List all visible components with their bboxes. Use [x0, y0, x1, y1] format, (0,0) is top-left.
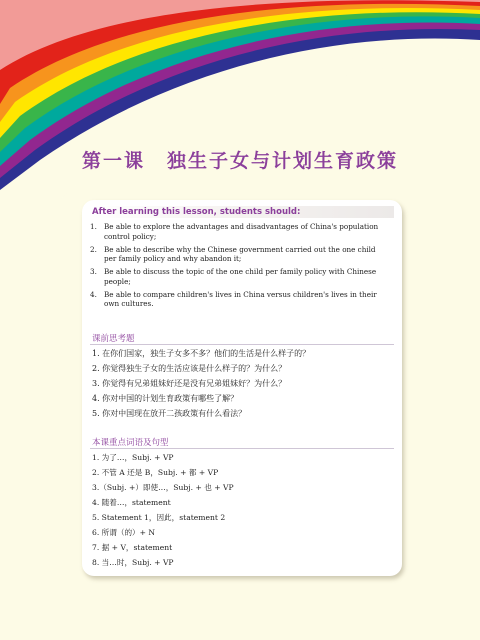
pattern-item: 6. 所谓（的）+ N — [92, 528, 156, 537]
goal-item: 1. Be able to explore the advantages and disadvantages of China's population control policy; — [90, 222, 379, 241]
pre-questions-list — [92, 346, 310, 421]
question-item: 5. 你对中国现在放开二孩政策有什么看法？ — [92, 409, 247, 418]
goal-item: 3. Be able to discuss the topic of the one child per family policy with Chinese people; — [90, 267, 377, 286]
question-item: 4. 你对中国的计划生育政策有哪些了解？ — [92, 394, 239, 403]
patterns-heading: 本课重点词语及句型 — [92, 438, 169, 448]
pattern-item: 2. 不管 A 还是 B，Subj. + 都 + VP — [92, 468, 219, 477]
goal-item: 2. Be able to describe why the Chinese government carried out the one child per family policy and why abandon it; — [90, 244, 376, 263]
goal-item: 4. Be able to compare children's lives in China versus children's lives in their own cultures. — [90, 289, 377, 308]
section-divider — [90, 448, 394, 449]
section-divider — [90, 344, 394, 345]
question-item: 1. 在你们国家，独生子女多不多？他们的生活是什么样子的？ — [92, 349, 311, 358]
pattern-item: 5. Statement 1，因此，statement 2 — [92, 513, 226, 522]
lesson-title — [0, 146, 480, 173]
patterns-list — [92, 450, 234, 570]
pattern-item: 4. 随着…，statement — [92, 498, 171, 507]
lesson-number: 第一课 — [81, 150, 145, 172]
pattern-item: 1. 为了…，Subj. + VP — [92, 453, 174, 462]
question-item: 2. 你觉得独生子女的生活应该是什么样子的？为什么？ — [92, 364, 287, 373]
pattern-item: 8. 当…时，Subj. + VP — [92, 558, 174, 567]
goals-list — [90, 222, 390, 312]
pattern-item: 7. 据 + V，statement — [92, 543, 173, 552]
goals-heading: After learning this lesson, students should: — [90, 206, 394, 218]
lesson-overview-box — [82, 200, 402, 576]
question-item: 3. 你觉得有兄弟姐妹好还是没有兄弟姐妹好？为什么？ — [92, 379, 287, 388]
lesson-topic: 独生子女与计划生育政策 — [167, 150, 399, 172]
pattern-item: 3.（Subj. +）即使…，Subj. + 也 + VP — [92, 483, 234, 492]
pre-questions-heading: 课前思考题 — [92, 334, 135, 344]
